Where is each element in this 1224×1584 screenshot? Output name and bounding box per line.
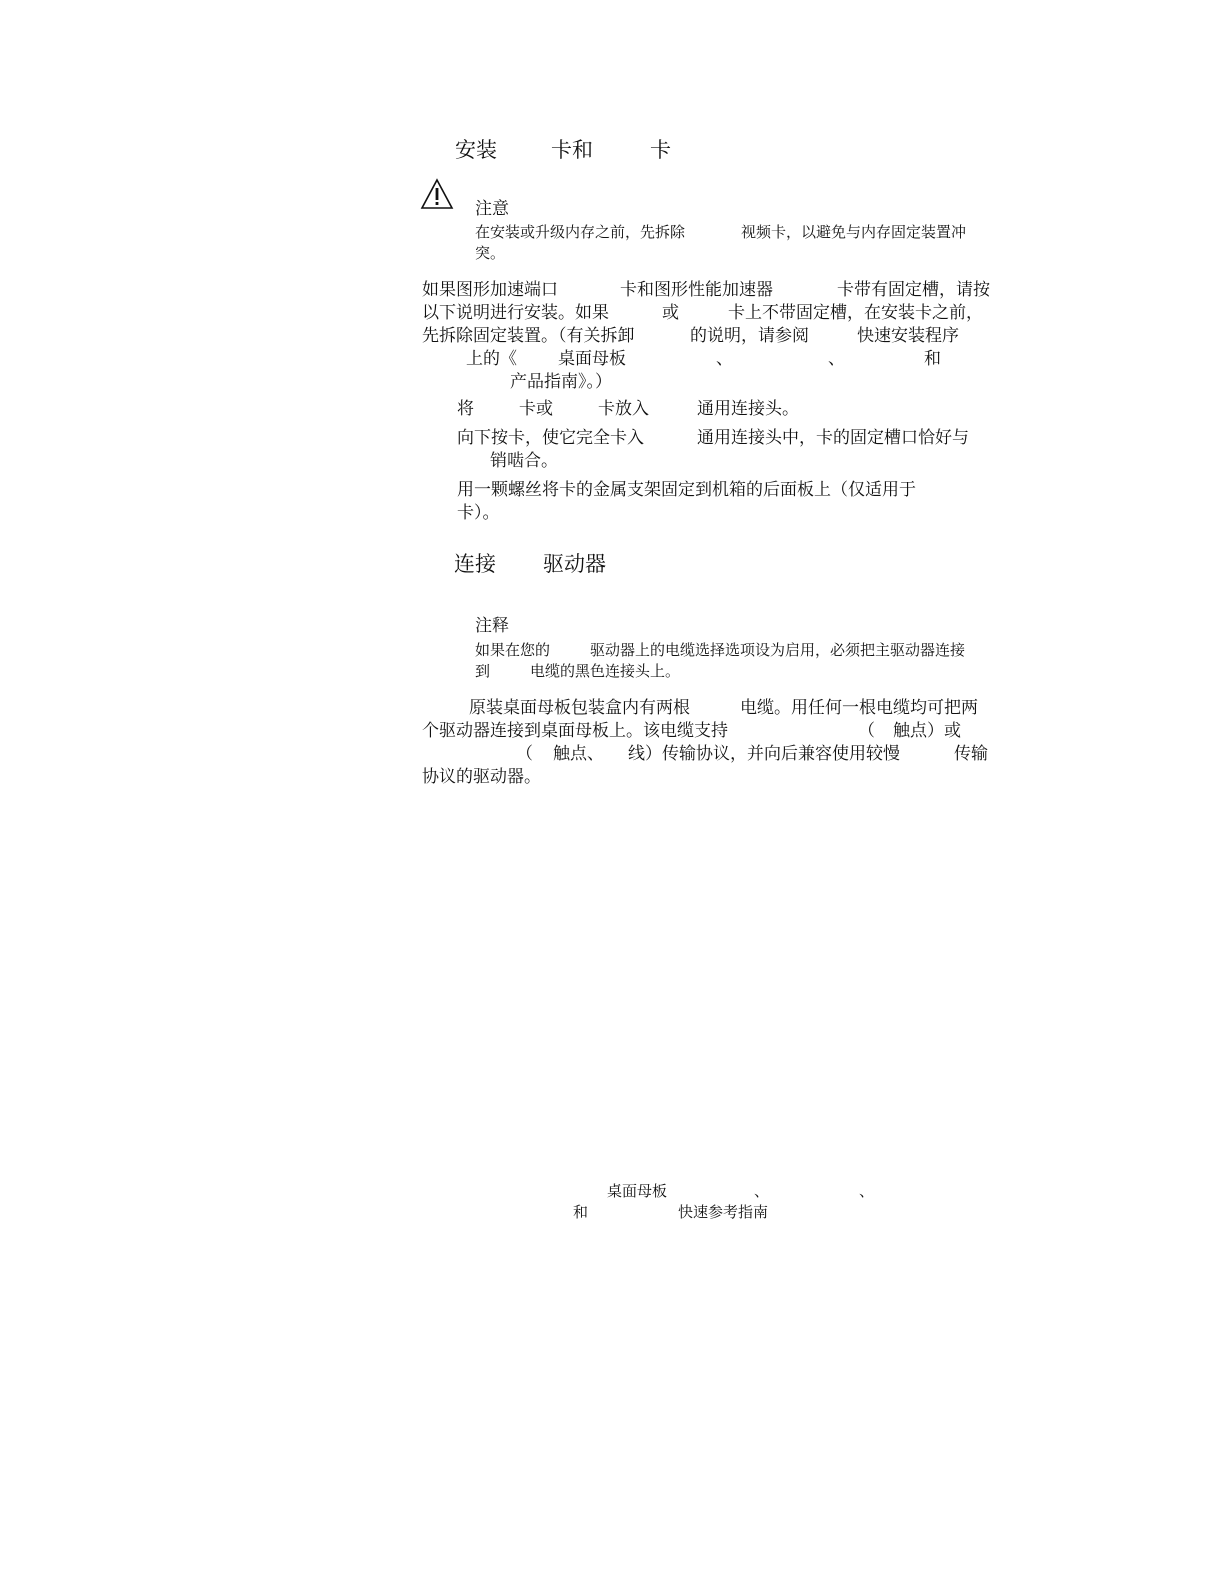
- text-fragment: 通用连接头。: [697, 399, 799, 419]
- text-fragment: 线）传输协议，并向后兼容使用较慢: [628, 744, 900, 764]
- heading-word: 卡和: [551, 138, 593, 162]
- text-fragment: 到: [475, 662, 491, 680]
- text-fragment: 通用连接头中，卡的固定槽口恰好与: [697, 428, 969, 448]
- text-fragment: 卡放入: [598, 399, 649, 419]
- heading-word: 驱动器: [543, 552, 606, 576]
- text-fragment: （: [516, 744, 533, 764]
- text-fragment: 原装桌面母板包装盒内有两根: [469, 698, 690, 718]
- text-fragment: 桌面母板: [607, 1182, 668, 1200]
- text-fragment: 上的《: [466, 349, 517, 369]
- text-fragment: 卡或: [519, 399, 553, 419]
- text-fragment: 卡带有固定槽，请按: [837, 280, 990, 300]
- text-fragment: 、: [716, 349, 733, 369]
- text-fragment: 触点）或: [893, 721, 961, 741]
- text-fragment: 驱动器上的电缆选择选项设为启用，必须把主驱动器连接: [590, 641, 966, 659]
- text-fragment: 和: [573, 1203, 589, 1221]
- text-fragment: 桌面母板: [558, 349, 626, 369]
- caution-title: 注意: [475, 199, 509, 219]
- text-fragment: 电缆。用任何一根电缆均可把两: [740, 698, 978, 718]
- text-fragment: 、: [754, 1182, 770, 1200]
- text-fragment: 卡上不带固定槽，在安装卡之前，: [728, 303, 983, 323]
- text-fragment: 视频卡，以避免与内存固定装置冲: [741, 223, 967, 241]
- text-fragment: 、: [859, 1182, 875, 1200]
- text-fragment: 产品指南》。）: [510, 372, 612, 392]
- text-fragment: （: [858, 721, 875, 741]
- text-fragment: 卡和图形性能加速器: [620, 280, 773, 300]
- warning-triangle-icon: [420, 178, 454, 210]
- text-fragment: 向下按卡，使它完全卡入: [457, 428, 644, 448]
- text-fragment: 将: [457, 399, 474, 419]
- heading-word: 卡: [650, 138, 671, 162]
- text-fragment: 、: [828, 349, 845, 369]
- heading-word: 连接: [454, 552, 496, 576]
- text-fragment: 和: [924, 349, 941, 369]
- text-fragment: 快速安装程序: [857, 326, 959, 346]
- text-fragment: 以下说明进行安装。如果: [422, 303, 609, 323]
- text-fragment: 先拆除固定装置。（有关拆卸: [422, 326, 635, 346]
- text-fragment: 触点、: [553, 744, 604, 764]
- text-fragment: 如果图形加速端口: [422, 280, 558, 300]
- text-fragment: 在安装或升级内存之前，先拆除: [475, 223, 686, 241]
- text-fragment: 销啮合。: [490, 451, 558, 471]
- text-fragment: 电缆的黑色连接头上。: [530, 662, 681, 680]
- text-fragment: 如果在您的: [475, 641, 551, 659]
- text-fragment: 或: [662, 303, 679, 323]
- text-fragment: 用一颗螺丝将卡的金属支架固定到机箱的后面板上（仅适用于: [457, 480, 916, 500]
- text-fragment: 卡）。: [457, 503, 500, 523]
- text-fragment: 突。: [475, 244, 506, 262]
- text-fragment: 快速参考指南: [678, 1203, 769, 1221]
- text-fragment: 传输: [954, 744, 988, 764]
- text-fragment: 的说明，请参阅: [690, 326, 809, 346]
- text-fragment: 协议的驱动器。: [422, 767, 541, 787]
- note-title: 注释: [475, 616, 509, 636]
- heading-word: 安装: [455, 138, 497, 162]
- text-fragment: 个驱动器连接到桌面母板上。该电缆支持: [422, 721, 728, 741]
